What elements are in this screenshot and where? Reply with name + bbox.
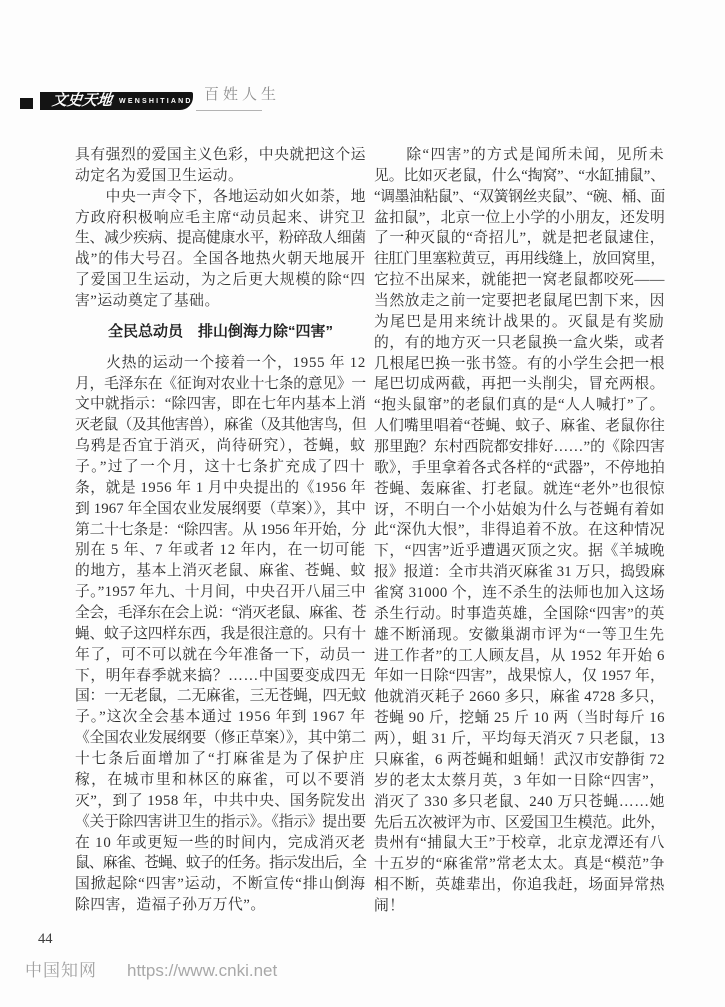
body-text-line: 杀生行动。时事造英雄，全国除“四害”的英 [374, 605, 665, 622]
body-text-line: 歌》，手里拿着各式各样的“武器”，不停地拍 [374, 459, 665, 476]
body-text-line: 先后五次被评为市、区爱国卫生模范。此外， [374, 814, 665, 831]
body-text-line: 当然放走之前一定要把老鼠尾巴割下来，因 [374, 293, 665, 310]
body-text-line: 那里跑？东村西院都安排好……”的《除四害 [374, 439, 665, 456]
body-text-line: 战”的伟大号召。全国各地热火朝天地展开 [75, 251, 366, 268]
body-text-line: 年如一日除“四害”，战果惊人，仅 1957 年， [374, 668, 665, 685]
body-text-line: 进工作者”的工人顾友昌，从 1952 年开始 6 [374, 647, 665, 664]
body-text-line: 盆扣鼠”，北京一位上小学的小朋友，还发明 [374, 209, 665, 226]
magazine-title-cn: 文史天地 [51, 92, 113, 109]
body-text-line: 具有强烈的爱国主义色彩，中央就把这个运 [75, 147, 366, 163]
body-text-line: 火热的运动一个接着一个，1955 年 12 [75, 354, 366, 371]
section-heading: 全民总动员 排山倒海力除“四害” [107, 322, 333, 340]
body-text-line: 条，就是 1956 年 1 月中央提出的《1956 年 [75, 479, 366, 496]
body-text-line: 除“四害”的方式是闻所未闻，见所未 [374, 147, 665, 163]
body-text-line: 岁的老太太蔡月英，3 年如一日除“四害”， [374, 772, 665, 789]
body-text-line: 乌鸦是否宜于消灭，尚待研究），苍蝇，蚊 [75, 438, 366, 455]
body-text-line: 年了，可不可以就在今年准备一下，动员一 [75, 646, 366, 663]
body-text-line: 几根尾巴换一张书签。有的小学生会把一根 [374, 355, 665, 372]
body-text-line: “调墨油粘鼠”、“双簧钢丝夹鼠”、“碗、桶、面 [374, 188, 665, 205]
body-text-line: 它拉不出屎来，就能把一窝老鼠都咬死—— [374, 272, 665, 289]
body-text-line: 只麻雀，6 两苍蝇和蛆蛹！武汉市安静街 72 [374, 751, 665, 768]
body-text-line: 文中就指示：“除四害，即在七年内基本上消 [75, 396, 366, 413]
body-text-line: 方政府积极响应毛主席“动员起来、讲究卫 [75, 209, 366, 226]
section-underline [196, 110, 262, 111]
body-text-line: 雄不断涌现。安徽巢湖市评为“一等卫生先 [374, 626, 665, 643]
body-text-line: 了爱国卫生运动，为之后更大规模的除“四 [75, 272, 366, 289]
body-text-line: 雀窝 31000 个，连不杀生的法师也加入这场 [374, 585, 665, 602]
body-text-line: 生、减少疾病、提高健康水平，粉碎敌人细菌 [75, 230, 366, 247]
body-text-line: 灭”，到了 1958 年，中共中央、国务院发出 [75, 792, 366, 809]
body-text-line: 讶，不明白一个小姑娘为什么与苍蝇有着如 [374, 501, 665, 518]
cnki-site-url: https://www.cnki.net [127, 961, 278, 980]
article-right-column [374, 145, 665, 917]
body-text-line: 此“深仇大恨”，非得追着不放。在这种情况 [374, 522, 665, 539]
body-text-line: 闹！ [374, 897, 405, 914]
body-text-line: 国掀起除“四害”运动，不断宣传“排山倒海 [75, 876, 366, 893]
body-text-line: 相不断，英雄辈出，你追我赶，场面异常热 [374, 877, 665, 894]
section-label: 百姓人生 [204, 87, 281, 103]
body-text-line: 害”运动奠定了基础。 [75, 293, 220, 310]
page-number: 44 [38, 931, 53, 947]
body-text-line: 子。”过了一个月，这十七条扩充成了四十 [75, 459, 366, 476]
body-text-line: 为尾巴是用来统计战果的。灭鼠是有奖励 [374, 313, 665, 330]
body-text-line: 蝇、蚊子这四样东西，我是很注意的。只有十 [75, 625, 366, 642]
body-text-line: 子。”这次全会基本通过 1956 年到 1967 年 [75, 709, 366, 726]
body-text-line: 尾巴切成两截，再把一头削尖，冒充两根。 [374, 376, 665, 393]
body-text-line: 消灭了 330 多只老鼠、240 万只苍蝇……她 [374, 793, 665, 810]
body-text-line: 报》报道：全市共消灭麻雀 31 万只，捣毁麻 [374, 564, 665, 581]
magazine-banner [40, 92, 197, 110]
body-text-line: 稼，在城市里和林区的麻雀，可以不要消 [75, 771, 366, 788]
body-text-line: 除四害，造福子孙万万代”。 [75, 897, 266, 914]
body-text-line: 国：一无老鼠，二无麻雀，三无苍蝇，四无蚊 [75, 688, 366, 705]
body-text-line: 鼠、麻雀、苍蝇、蚊子的任务。指示发出后，全 [75, 855, 366, 872]
body-text-line: 贵州有“捕鼠大王”于校章，北京龙潭还有八 [374, 835, 665, 852]
body-text-line: 《全国农业发展纲要（修正草案）》，其中第二 [75, 730, 366, 747]
magazine-title-en: WENSHITIANDI [119, 97, 197, 105]
article-left-column [75, 145, 366, 916]
body-text-line: 了一种灭鼠的“奇招儿”，就是把老鼠逮住， [374, 230, 665, 247]
body-text-line: 苍蝇 90 斤，挖蛹 25 斤 10 两（当时每斤 16 [374, 710, 665, 727]
body-text-line: 下，“四害”近乎遭遇灭顶之灾。据《羊城晚 [374, 543, 665, 560]
body-text-line: “抱头鼠窜”的老鼠们真的是“人人喊打”了。 [374, 397, 665, 414]
body-text-line: 的地方，基本上消灭老鼠、麻雀、苍蝇、蚊 [75, 563, 366, 580]
body-text-line: 到 1967 年全国农业发展纲要（草案）》，其中 [75, 500, 366, 517]
body-text-line: 见。比如灭老鼠，什么“掏窝”、“水缸捕鼠”、 [374, 167, 665, 184]
body-text-line: 在 10 年或更短一些的时间内，完成消灭老 [75, 834, 366, 851]
print-bleed-mark [20, 98, 33, 109]
body-text-line: 第二十七条是：“除四害。从 1956 年开始，分 [75, 521, 366, 538]
body-text-line: 十五岁的“麻雀常”常老太太。真是“模范”争 [374, 856, 665, 873]
body-text-line: 的，有的地方灭一只老鼠换一盒火柴，或者 [374, 334, 665, 351]
body-text-line: 他就消灭耗子 2660 多只，麻雀 4728 多只， [374, 689, 665, 706]
body-text-line: 月，毛泽东在《征询对农业十七条的意见》一 [75, 375, 366, 392]
body-text-line: 动定名为爱国卫生运动。 [75, 167, 244, 184]
body-text-line: 十七条后面增加了“打麻雀是为了保护庄 [75, 751, 366, 768]
body-text-line: 中央一声令下，各地运动如火如荼，地 [75, 188, 366, 205]
body-text-line: 全会，毛泽东在会上说：“消灭老鼠、麻雀、苍 [75, 605, 366, 622]
body-text-line: 两），蛆 31 斤，平均每天消灭 7 只老鼠，13 [374, 731, 665, 748]
cnki-site-name: 中国知网 [25, 961, 97, 980]
body-text-line: 别在 5 年、7 年或者 12 年内，在一切可能 [75, 542, 366, 559]
body-text-line: 往肛门里塞粒黄豆，再用线缝上，放回窝里， [374, 251, 665, 268]
body-text-line: 人们嘴里唱着“苍蝇、蚊子、麻雀、老鼠你往 [374, 418, 665, 435]
body-text-line: 灭老鼠（及其他害兽），麻雀（及其他害鸟，但 [75, 417, 366, 434]
body-text-line: 《关于除四害讲卫生的指示》。《指示》提出要 [75, 813, 366, 830]
body-text-line: 苍蝇、轰麻雀、打老鼠。就连“老外”也很惊 [374, 480, 665, 497]
cnki-watermark [25, 956, 277, 981]
body-text-line: 子。”1957 年九、十月间，中央召开八届三中 [75, 584, 366, 601]
body-text-line: 下，明年春季就来搞？……中国要变成四无 [75, 667, 366, 684]
